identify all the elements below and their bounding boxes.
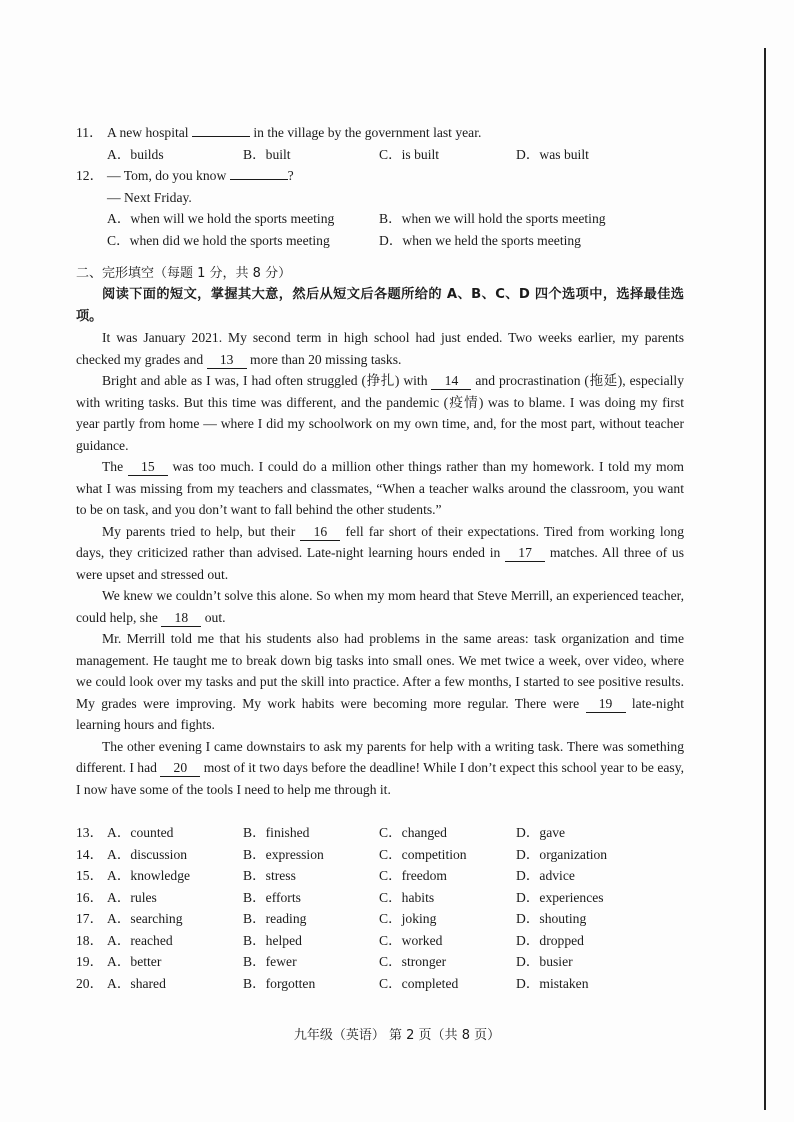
question-11-options [76, 144, 684, 166]
passage-text: more than 20 missing tasks. [246, 351, 402, 367]
option-b: B．fewer [243, 954, 297, 969]
cloze-blank: 16 [300, 524, 340, 541]
question-number: 11． [76, 125, 103, 140]
question-11-stem [76, 122, 684, 144]
cloze-options [76, 822, 684, 994]
passage-paragraph [76, 456, 684, 521]
option-d: D．advice [516, 868, 575, 883]
option-b: B．built [243, 146, 291, 162]
option-a: A．reached [107, 932, 173, 948]
section-title: 二、完形填空（每题 1 分，共 8 分） [76, 266, 292, 281]
option-row [76, 951, 684, 973]
option-c: C．stronger [379, 954, 447, 969]
answer-blank [192, 136, 250, 137]
cloze-blank: 13 [207, 352, 247, 369]
option-c: C．competition [379, 846, 467, 862]
option-row [76, 822, 684, 844]
passage-text: fell far short of their expectations. Tired from working long days, they criticized rather than advised. Late-night learning hours ended in [76, 523, 685, 560]
page-edge-line [764, 48, 766, 1110]
option-a: A．shared [107, 975, 166, 991]
option-d: D．mistaken [516, 975, 589, 991]
passage-paragraph [76, 327, 684, 370]
option-a: A．searching [107, 911, 183, 926]
question-number: 15． [76, 868, 104, 883]
question-text: in the village by the government last year. [253, 125, 482, 140]
option-b: B．when we will hold the sports meeting [379, 211, 606, 226]
passage-text: most of it two days before the deadline! While I don’t expect this school year to be easy, I now have some of the tools I need to help me through it. [76, 760, 685, 797]
cloze-blank: 14 [431, 373, 471, 390]
option-c: C．completed [379, 975, 459, 991]
option-row [76, 908, 684, 930]
passage-paragraph [76, 585, 684, 628]
cloze-blank: 15 [128, 459, 168, 476]
option-b: B．finished [243, 825, 310, 840]
option-a: A．when will we hold the sports meeting [107, 211, 335, 226]
dialogue-reply: — Next Friday. [107, 189, 192, 205]
exam-page [76, 122, 684, 994]
option-d: D．dropped [516, 932, 584, 948]
question-number: 13． [76, 825, 104, 840]
cloze-blank: 18 [161, 610, 201, 627]
question-number: 18． [76, 932, 104, 948]
option-row [76, 973, 684, 995]
question-12-options-row1 [76, 208, 684, 230]
option-row [76, 865, 684, 887]
passage-text: and procrastination (拖延), especially with writing tasks. But this time was different, and the pandemic (疫情) was to blame. I was doing my first year partly from home — where I did my schoolwork on my own time, and, for the most part, without teacher guidance. [76, 373, 684, 453]
option-d: D．experiences [516, 889, 604, 905]
option-row [76, 887, 684, 909]
option-c: C．when did we hold the sports meeting [107, 232, 330, 248]
option-d: D．was built [516, 146, 589, 162]
question-number: 12． [76, 168, 104, 183]
question-text: ? [287, 168, 294, 183]
option-row [76, 930, 684, 952]
passage-text: The [102, 459, 128, 474]
option-a: A．discussion [107, 846, 188, 862]
question-text: A new hospital [107, 125, 189, 140]
question-number: 19． [76, 954, 104, 969]
section-instruction: 阅读下面的短文，掌握其大意，然后从短文后各题所给的 A、B、C、D 四个选项中，选择最佳选项。 [76, 287, 684, 324]
question-12-options-row2 [76, 230, 684, 252]
option-d: D．shouting [516, 911, 587, 926]
question-number: 14． [76, 846, 104, 862]
option-b: B．helped [243, 932, 302, 948]
passage-text: late-night learning hours and fights. [76, 695, 684, 732]
passage-text: matches. All three of us were upset and stressed out. [76, 545, 684, 582]
option-c: C．worked [379, 932, 443, 948]
option-d: D．gave [516, 825, 566, 840]
option-a: A．builds [107, 146, 164, 162]
passage-text: was too much. I could do a million other things rather than my homework. I told my mom what I was missing from my teachers and classmates, “When a teacher walks around the classroom, you want to be on task, and you don’t want to fall behind the other students.” [76, 459, 684, 517]
passage-text: We knew we couldn’t solve this alone. So when my mom heard that Steve Merrill, an experienced teacher, could help, she [76, 588, 684, 625]
cloze-blank: 17 [505, 545, 545, 562]
option-row [76, 844, 684, 866]
option-a: A．rules [107, 889, 157, 905]
answer-blank [230, 179, 288, 180]
option-a: A．knowledge [107, 868, 191, 883]
option-b: B．efforts [243, 889, 301, 905]
question-12-reply [76, 187, 684, 209]
option-c: C．changed [379, 825, 447, 840]
cloze-passage [76, 327, 684, 800]
cloze-blank: 20 [160, 760, 200, 777]
passage-text: Mr. Merrill told me that his students also had problems in the same areas: task organization and time management. He taught me to break down big tasks into small ones. We met twice a week, over video, where we could look over my tasks and put the skill into practice. After a few months, I started to see positive results. My grades were improving. My work habits were becoming more regular. There were [76, 631, 684, 711]
passage-text: The other evening I came downstairs to ask my parents for help with a writing task. There was something different. I had [76, 738, 684, 775]
passage-text: My parents tried to help, but their [102, 523, 301, 539]
question-12-stem [76, 165, 684, 187]
option-b: B．stress [243, 868, 296, 883]
option-d: D．organization [516, 846, 608, 862]
question-number: 20． [76, 975, 104, 991]
question-number: 17． [76, 911, 104, 926]
option-c: C．joking [379, 911, 437, 926]
option-c: C．freedom [379, 868, 447, 883]
passage-paragraph [76, 736, 684, 801]
passage-paragraph [76, 521, 684, 586]
option-b: B．forgotten [243, 975, 316, 991]
option-a: A．better [107, 954, 162, 969]
option-d: D．when we held the sports meeting [379, 232, 581, 248]
question-number: 16． [76, 889, 104, 905]
option-b: B．reading [243, 911, 307, 926]
page-footer: 九年级（英语） 第 2 页（共 8 页） [293, 1028, 501, 1043]
option-c: C．is built [379, 146, 440, 162]
passage-text: It was January 2021. My second term in high school had just ended. Two weeks earlier, my parents checked my grades and [76, 330, 684, 367]
option-a: A．counted [107, 825, 174, 840]
passage-text: Bright and able as I was, I had often struggled (挣扎) with [102, 373, 432, 388]
passage-text: out. [201, 609, 226, 625]
question-text: — Tom, do you know [107, 168, 227, 183]
passage-paragraph [76, 628, 684, 736]
passage-paragraph [76, 370, 684, 456]
option-b: B．expression [243, 846, 324, 862]
option-d: D．busier [516, 954, 573, 969]
option-c: C．habits [379, 889, 435, 905]
cloze-blank: 19 [586, 696, 626, 713]
